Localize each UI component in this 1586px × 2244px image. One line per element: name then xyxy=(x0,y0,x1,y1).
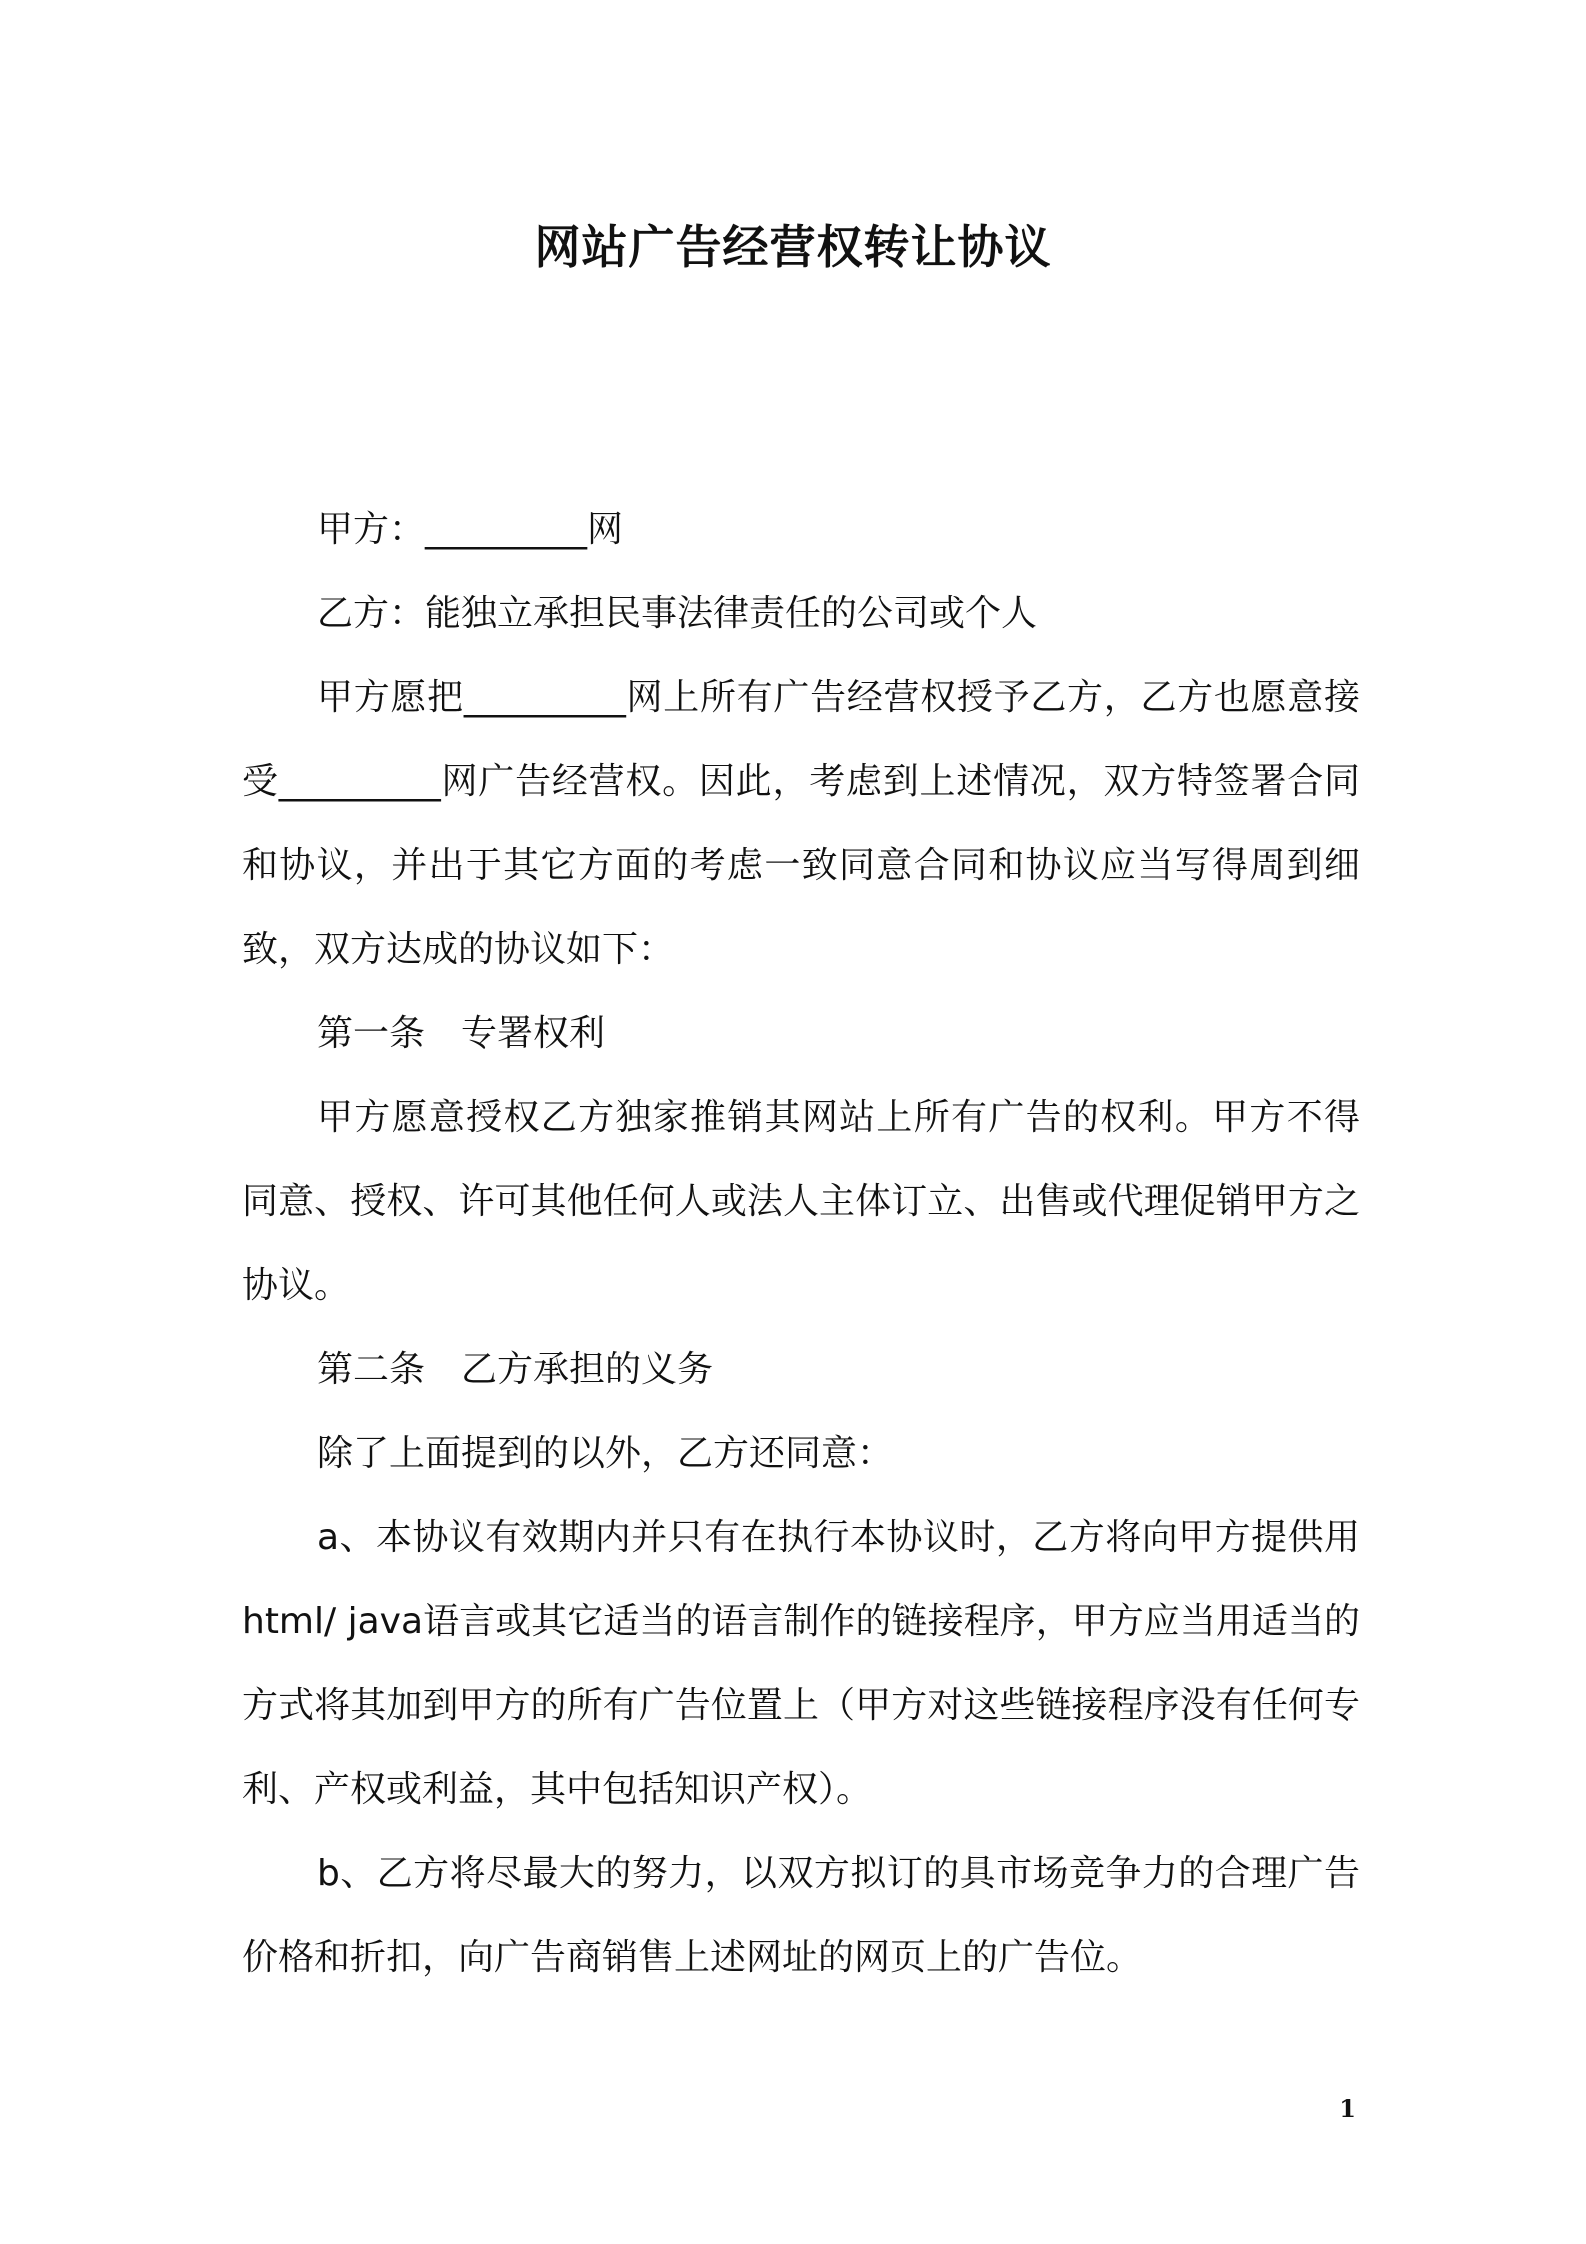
article-1-paragraph: 甲方愿意授权乙方独家推销其网站上所有广告的权利。甲方不得同意、授权、许可其他任何人或法人主体订立、出售或代理促销甲方之协议。 xyxy=(242,1097,1360,1306)
party-a-line: 甲方：_________网 xyxy=(317,509,624,550)
document-title: 网站广告经营权转让协议 xyxy=(534,220,1052,274)
article-2-intro: 除了上面提到的以外，乙方还同意： xyxy=(317,1433,894,1474)
page-number: 1 xyxy=(1339,2094,1356,2123)
article-2-item-a: a、本协议有效期内并只有在执行本协议时，乙方将向甲方提供用html/ java语言或其它适当的语言制作的链接程序，甲方应当用适当的方式将其加到甲方的所有广告位置上（甲方对这些链接程序没有任何专利、产权或利益，其中包括知识产权）。 xyxy=(242,1517,1360,1810)
document-body xyxy=(242,488,1360,2000)
article-1-heading: 第一条 专署权利 xyxy=(317,1013,606,1054)
article-2-heading: 第二条 乙方承担的义务 xyxy=(317,1349,714,1390)
party-b-line: 乙方：能独立承担民事法律责任的公司或个人 xyxy=(317,593,1038,634)
preamble-paragraph: 甲方愿把_________网上所有广告经营权授予乙方，乙方也愿意接受_________网广告经营权。因此，考虑到上述情况，双方特签署合同和协议，并出于其它方面的考虑一致同意合同和协议应当写得周到细致，双方达成的协议如下： xyxy=(242,677,1360,970)
article-2-item-b: b、乙方将尽最大的努力，以双方拟订的具市场竞争力的合理广告价格和折扣，向广告商销售上述网址的网页上的广告位。 xyxy=(242,1853,1360,1978)
